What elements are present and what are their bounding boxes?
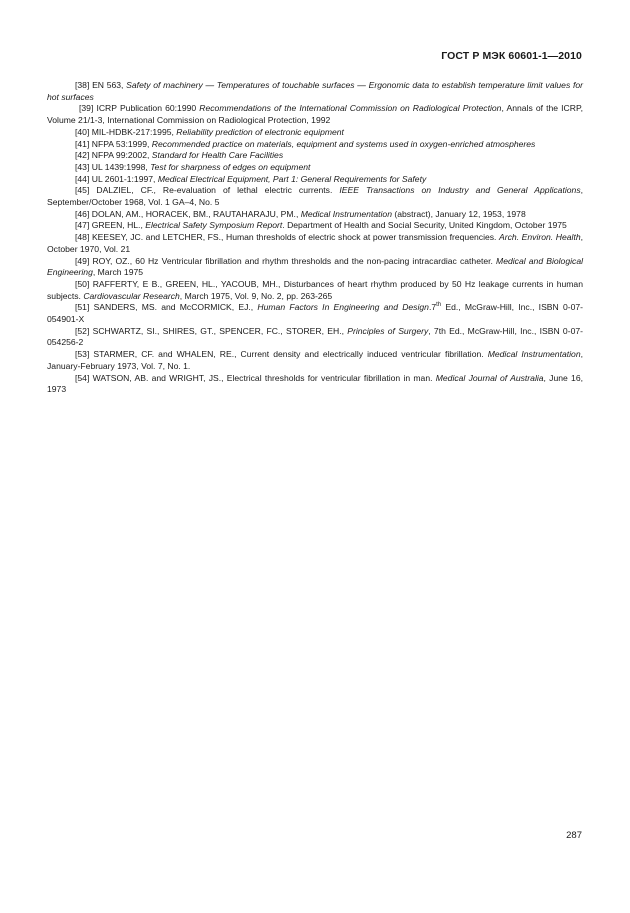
reference-number: [39] bbox=[79, 103, 94, 114]
reference-text: , September/October 1968, Vol. 1 GA–4, No. 5 bbox=[47, 185, 584, 208]
reference-number: [49] bbox=[75, 255, 90, 266]
reference-text: ICRP Publication 60:1990 bbox=[96, 103, 200, 114]
reference-title: Recommendations of the International Commission on Radiological Protection bbox=[199, 103, 502, 114]
reference-text: NFPA 53:1999, bbox=[91, 138, 152, 149]
reference-number: [54] bbox=[75, 372, 90, 383]
reference-title: Medical Instrumentation bbox=[300, 208, 392, 219]
reference-item bbox=[47, 209, 583, 221]
reference-text: DALZIEL, CF., Re-evaluation of lethal electric currents. bbox=[96, 185, 340, 196]
reference-title: Human Factors In Engineering and Design bbox=[257, 302, 429, 313]
reference-number: [52] bbox=[75, 325, 90, 336]
reference-number: [47] bbox=[75, 220, 90, 231]
reference-title: Reliability prediction of electronic equipment bbox=[176, 126, 344, 137]
reference-number: [42] bbox=[75, 150, 90, 161]
reference-item bbox=[47, 139, 583, 151]
reference-text: SANDERS, MS. and McCORMICK, EJ., bbox=[93, 302, 258, 313]
reference-text: MIL-HDBK-217:1995, bbox=[91, 126, 177, 137]
reference-number: [50] bbox=[75, 278, 90, 289]
reference-title: Cardiovascular Research bbox=[83, 290, 180, 301]
reference-item bbox=[47, 185, 583, 208]
reference-text: GREEN, HL., bbox=[91, 220, 146, 231]
reference-text: .7 bbox=[428, 302, 437, 313]
reference-item bbox=[47, 127, 583, 139]
reference-number: [41] bbox=[75, 138, 90, 149]
reference-text: , March 1975 bbox=[92, 267, 144, 278]
reference-item bbox=[47, 162, 583, 174]
reference-text: RAFFERTY, E B., GREEN, HL., YACOUB, MH., Disturbances of heart rhythm produced by 50 Hz leakage currents in human subjects. bbox=[47, 278, 583, 301]
reference-item bbox=[47, 80, 583, 103]
reference-item bbox=[47, 302, 583, 325]
reference-text: KEESEY, JC. and LETCHER, FS., Human thresholds of electric shock at power transmission frequencies. bbox=[91, 232, 500, 243]
reference-number: [43] bbox=[75, 161, 90, 172]
reference-item bbox=[47, 349, 583, 372]
reference-number: [44] bbox=[75, 173, 90, 184]
reference-title: Safety of machinery — Temperatures of touchable surfaces — Ergonomic data to establish temperature limit values for hot surfaces bbox=[47, 80, 583, 102]
reference-item bbox=[47, 373, 583, 396]
reference-text: ROY, OZ., 60 Hz Ventricular fibrillation and rhythm thresholds and the non-pacing intracardiac catheter. bbox=[92, 255, 497, 266]
reference-number: [46] bbox=[75, 208, 90, 219]
reference-text: th bbox=[436, 302, 442, 309]
reference-text: , Annals of the ICRP, Volume 21/1-3, International Commission on Radiological Protection, 1992 bbox=[47, 103, 583, 126]
reference-text: STARMER, CF. and WHALEN, RE., Current density and electrically induced ventricular fibrillation. bbox=[93, 349, 488, 360]
reference-item bbox=[47, 150, 583, 162]
reference-text: Ed., McGraw-Hill, Inc., ISBN 0-07-054901-X bbox=[47, 302, 584, 325]
reference-text: , October 1970, Vol. 21 bbox=[47, 232, 584, 254]
reference-title: Principles of Surgery bbox=[347, 325, 429, 336]
reference-title: Medical and Biological Engineering bbox=[47, 255, 584, 278]
reference-number: [45] bbox=[75, 185, 90, 196]
reference-item bbox=[47, 220, 583, 232]
reference-text: , June 16, 1973 bbox=[47, 372, 584, 395]
reference-title: Recommended practice on materials, equipment and systems used in oxygen-enriched atmospheres bbox=[151, 138, 536, 149]
bibliography-list bbox=[47, 80, 583, 396]
reference-title: Arch. Environ. Health bbox=[499, 232, 581, 243]
reference-text: UL 1439:1998, bbox=[91, 161, 151, 172]
reference-text: SCHWARTZ, SI., SHIRES, GT., SPENCER, FC., STORER, EH., bbox=[92, 325, 348, 336]
reference-text: , March 1975, Vol. 9, No. 2, pp. 263-265 bbox=[179, 290, 333, 301]
reference-title: Standard for Health Care Facilities bbox=[151, 150, 284, 161]
reference-item bbox=[47, 326, 583, 349]
reference-text: (abstract), January 12, 1953, 1978 bbox=[391, 208, 526, 219]
reference-title: IEEE Transactions on Industry and General Applications bbox=[339, 185, 581, 196]
reference-text: , 7th Ed., McGraw-Hill, Inc., ISBN 0-07-054256-2 bbox=[47, 325, 583, 348]
document-code-header: ГОСТ Р МЭК 60601-1—2010 bbox=[441, 50, 582, 62]
reference-item bbox=[47, 256, 583, 279]
page-number: 287 bbox=[566, 830, 582, 841]
reference-item bbox=[47, 103, 583, 126]
reference-text: DOLAN, AM., HORACEK, BM., RAUTAHARAJU, PM., bbox=[91, 208, 301, 219]
reference-title: Test for sharpness of edges on equipment bbox=[150, 161, 311, 172]
reference-number: [38] bbox=[75, 80, 90, 90]
reference-item bbox=[47, 232, 583, 255]
reference-number: [40] bbox=[75, 126, 90, 137]
reference-text: , January-February 1973, Vol. 7, No. 1. bbox=[47, 349, 583, 371]
reference-text: EN 563, bbox=[92, 80, 127, 90]
reference-item bbox=[47, 279, 583, 302]
reference-number: [53] bbox=[75, 349, 90, 360]
reference-text: WATSON, AB. and WRIGHT, JS., Electrical thresholds for ventricular fibrillation in man. bbox=[92, 372, 436, 383]
reference-number: [51] bbox=[75, 302, 90, 313]
reference-text: . Department of Health and Social Security, United Kingdom, October 1975 bbox=[282, 220, 567, 231]
reference-number: [48] bbox=[75, 232, 90, 243]
reference-title: Medical Electrical Equipment, Part 1: General Requirements for Safety bbox=[157, 173, 427, 184]
reference-title: Electrical Safety Symposium Report bbox=[145, 220, 283, 231]
reference-text: UL 2601-1:1997, bbox=[91, 173, 158, 184]
reference-title: Medical Journal of Australia bbox=[435, 372, 544, 383]
reference-item bbox=[47, 174, 583, 186]
reference-title: Medical Instrumentation bbox=[487, 349, 581, 360]
reference-text: NFPA 99:2002, bbox=[91, 150, 152, 161]
